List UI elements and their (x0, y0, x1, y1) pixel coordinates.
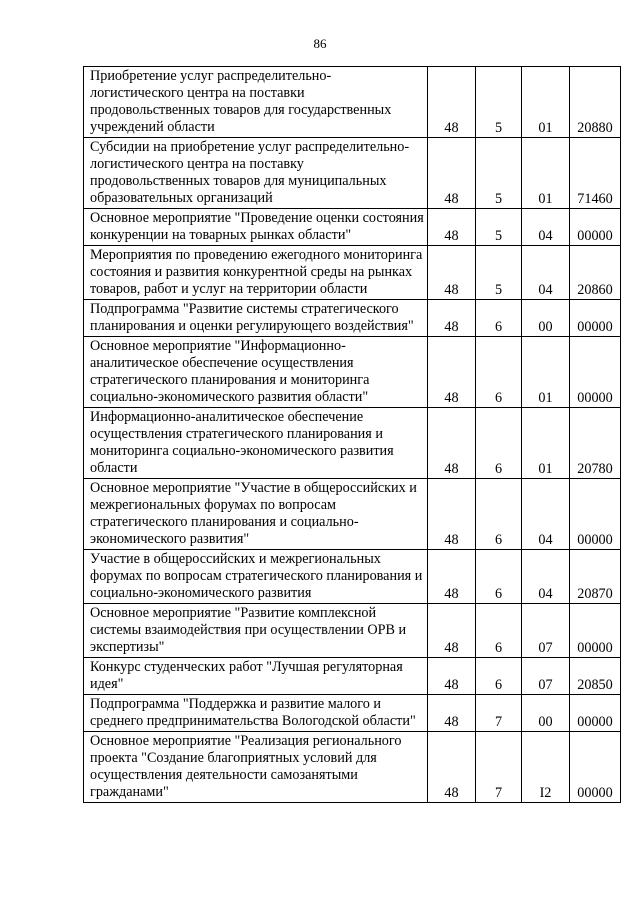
row-name-cell: Основное мероприятие "Проведение оценки состояния конкуренции на товарных рынках области" (84, 209, 428, 246)
row-code-4-cell: 00000 (570, 479, 621, 550)
table-row (84, 67, 621, 138)
row-code-4-cell: 20780 (570, 408, 621, 479)
row-code-3-cell: 01 (522, 67, 570, 138)
table-row (84, 732, 621, 803)
row-code-1-cell: 48 (428, 695, 476, 732)
row-name-cell: Основное мероприятие "Информационно-аналитическое обеспечение осуществления стратегического планирования и мониторинга социально-экономического развития области" (84, 337, 428, 408)
row-code-2-cell: 6 (476, 408, 522, 479)
row-code-2-cell: 6 (476, 300, 522, 337)
row-name-cell: Субсидии на приобретение услуг распределительно-логистического центра на поставку продовольственных товаров для муниципальных образовательных организаций (84, 138, 428, 209)
row-code-1-cell: 48 (428, 479, 476, 550)
row-code-3-cell: I2 (522, 732, 570, 803)
row-code-3-cell: 04 (522, 209, 570, 246)
row-name-cell: Приобретение услуг распределительно-логистического центра на поставки продовольственных товаров для государственных учреждений области (84, 67, 428, 138)
row-code-2-cell: 5 (476, 246, 522, 300)
row-code-2-cell: 6 (476, 604, 522, 658)
row-code-2-cell: 5 (476, 209, 522, 246)
row-code-2-cell: 6 (476, 337, 522, 408)
row-code-4-cell: 71460 (570, 138, 621, 209)
row-code-2-cell: 7 (476, 695, 522, 732)
table-row (84, 337, 621, 408)
row-code-1-cell: 48 (428, 209, 476, 246)
row-code-3-cell: 01 (522, 337, 570, 408)
row-code-1-cell: 48 (428, 658, 476, 695)
page-number: 86 (313, 36, 327, 51)
table-row (84, 138, 621, 209)
row-code-1-cell: 48 (428, 337, 476, 408)
row-code-1-cell: 48 (428, 408, 476, 479)
row-code-3-cell: 04 (522, 550, 570, 604)
row-name-cell: Конкурс студенческих работ "Лучшая регуляторная идея" (84, 658, 428, 695)
row-code-3-cell: 07 (522, 658, 570, 695)
table-row (84, 246, 621, 300)
row-code-4-cell: 20880 (570, 67, 621, 138)
row-code-3-cell: 04 (522, 246, 570, 300)
table-row (84, 658, 621, 695)
row-code-2-cell: 6 (476, 658, 522, 695)
row-code-4-cell: 00000 (570, 604, 621, 658)
table-row (84, 695, 621, 732)
row-code-2-cell: 7 (476, 732, 522, 803)
row-code-2-cell: 5 (476, 67, 522, 138)
row-code-3-cell: 04 (522, 479, 570, 550)
row-code-4-cell: 00000 (570, 300, 621, 337)
row-code-1-cell: 48 (428, 604, 476, 658)
budget-table (83, 66, 621, 803)
row-name-cell: Подпрограмма "Развитие системы стратегического планирования и оценки регулирующего воздействия" (84, 300, 428, 337)
row-code-2-cell: 6 (476, 550, 522, 604)
row-name-cell: Участие в общероссийских и межрегиональных форумах по вопросам стратегического планирования и социально-экономического развития (84, 550, 428, 604)
row-code-1-cell: 48 (428, 67, 476, 138)
row-code-4-cell: 00000 (570, 695, 621, 732)
row-code-1-cell: 48 (428, 550, 476, 604)
row-code-4-cell: 20860 (570, 246, 621, 300)
row-code-3-cell: 01 (522, 408, 570, 479)
row-code-3-cell: 07 (522, 604, 570, 658)
row-name-cell: Основное мероприятие "Участие в общероссийских и межрегиональных форумах по вопросам стратегического планирования и социально-экономического развития" (84, 479, 428, 550)
row-code-4-cell: 20870 (570, 550, 621, 604)
row-name-cell: Информационно-аналитическое обеспечение осуществления стратегического планирования и мониторинга социально-экономического развития области (84, 408, 428, 479)
table-row (84, 408, 621, 479)
row-name-cell: Подпрограмма "Поддержка и развитие малого и среднего предпринимательства Вологодской области" (84, 695, 428, 732)
row-code-1-cell: 48 (428, 138, 476, 209)
row-code-1-cell: 48 (428, 246, 476, 300)
row-code-1-cell: 48 (428, 732, 476, 803)
table-row (84, 300, 621, 337)
table-row (84, 479, 621, 550)
row-code-4-cell: 00000 (570, 209, 621, 246)
row-code-2-cell: 5 (476, 138, 522, 209)
row-code-3-cell: 01 (522, 138, 570, 209)
row-code-1-cell: 48 (428, 300, 476, 337)
row-name-cell: Основное мероприятие "Реализация регионального проекта "Создание благоприятных условий для осуществления деятельности самозанятыми гражданами" (84, 732, 428, 803)
table-row (84, 550, 621, 604)
row-code-4-cell: 00000 (570, 732, 621, 803)
row-name-cell: Основное мероприятие "Развитие комплексной системы взаимодействия при осуществлении ОРВ и экспертизы" (84, 604, 428, 658)
row-code-4-cell: 00000 (570, 337, 621, 408)
row-name-cell: Мероприятия по проведению ежегодного мониторинга состояния и развития конкурентной среды на рынках товаров, работ и услуг на территории области (84, 246, 428, 300)
row-code-3-cell: 00 (522, 300, 570, 337)
row-code-4-cell: 20850 (570, 658, 621, 695)
row-code-2-cell: 6 (476, 479, 522, 550)
budget-table-body (84, 67, 621, 803)
table-row (84, 209, 621, 246)
table-row (84, 604, 621, 658)
row-code-3-cell: 00 (522, 695, 570, 732)
